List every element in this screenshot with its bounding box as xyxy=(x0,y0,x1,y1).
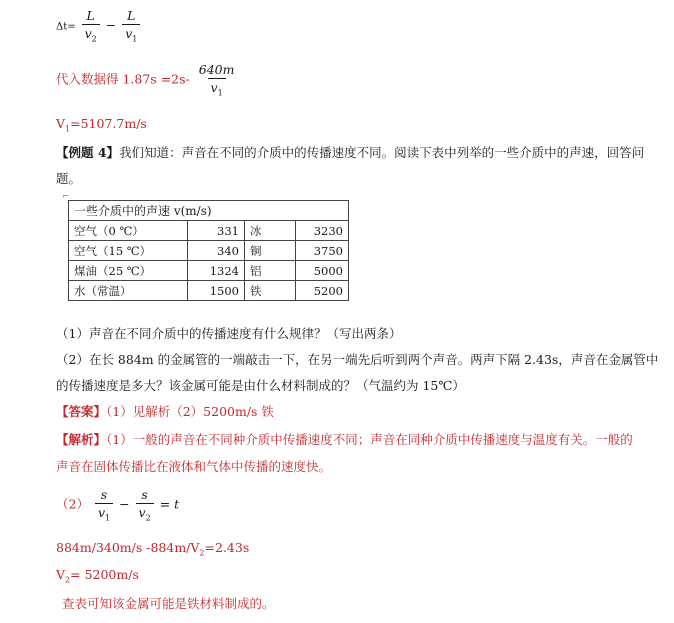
answer-tag: 【答案】 xyxy=(56,404,107,419)
fraction-l-over-v1: $\frac{L}{v_1}$ xyxy=(122,8,140,44)
example-tag: 【例题 4】 xyxy=(56,145,120,160)
analysis-line2: 声音在固体传播比在液体和气体中传播的速度快。 xyxy=(56,459,332,474)
fraction-640m-over-v1: $\frac{640m}{v_1}$ xyxy=(198,62,235,98)
v2-result: $V_2= 5200m/s$ xyxy=(56,567,139,585)
question-2-line2: 的传播速度是多大？该金属可能是由什么材料制成的？（气温约为 15℃） xyxy=(56,378,465,393)
sound-speed-table xyxy=(68,200,349,301)
table-row: 水（常温） 1500 铁 5200 xyxy=(69,281,349,301)
v1-result: $V_1=5107.7m/s$ xyxy=(56,116,147,134)
fraction-s-over-v1: $\frac{s}{v_1}$ xyxy=(95,487,113,523)
table-row: 空气（0 ℃） 331 冰 3230 xyxy=(69,221,349,241)
formula-s-over-v: （2） $\frac{s}{v_1}$ − $\frac{s}{v_2}$ = t xyxy=(56,487,180,523)
analysis-line1: 【解析】（1）一般的声音在不同种介质中传播速度不同；声音在同种介质中传播速度与温度有关。一般的 xyxy=(56,432,633,447)
formula-delta-t: Δt= $\frac{L}{v_2}$ − $\frac{L}{v_1}$ xyxy=(56,8,142,44)
table-title: 一些介质中的声速 v(m/s) xyxy=(69,201,349,221)
fraction-s-over-v2: $\frac{s}{v_2}$ xyxy=(136,487,154,523)
conclusion-line: 查表可知该金属可能是铁材料制成的。 xyxy=(62,596,275,611)
table-row: 空气（15 ℃） 340 铜 3750 xyxy=(69,241,349,261)
table-title-row xyxy=(69,201,349,221)
calculation-line: 884m/340m/s $-884m/V_2=2.43s$ xyxy=(56,540,250,558)
table-anchor-icon: ⌐ xyxy=(62,192,70,202)
analysis-tag: 【解析】 xyxy=(56,432,107,447)
question-2-line1: （2）在长 884m 的金属管的一端敲击一下，在另一端先后听到两个声音。两声下隔 2.43s，声音在金属管中 xyxy=(56,352,659,367)
example-line2: 题。 xyxy=(56,171,82,186)
fraction-l-over-v2: $\frac{L}{v_2}$ xyxy=(82,8,100,44)
formula-lhs: Δt= xyxy=(56,21,76,33)
table-row: 煤油（25 ℃） 1324 铝 5000 xyxy=(69,261,349,281)
example-line1: 【例题 4】我们知道：声音在不同的介质中的传播速度不同。阅读下表中列举的一些介质中的声速，回答问 xyxy=(56,145,645,160)
substitution-line: 代入数据得 1.87s =2s- $\frac{640m}{v_1}$ xyxy=(56,62,239,98)
question-1: （1）声音在不同介质中的传播速度有什么规律？（写出两条） xyxy=(56,326,402,341)
answer-line: 【答案】（1）见解析（2）5200m/s 铁 xyxy=(56,404,274,419)
